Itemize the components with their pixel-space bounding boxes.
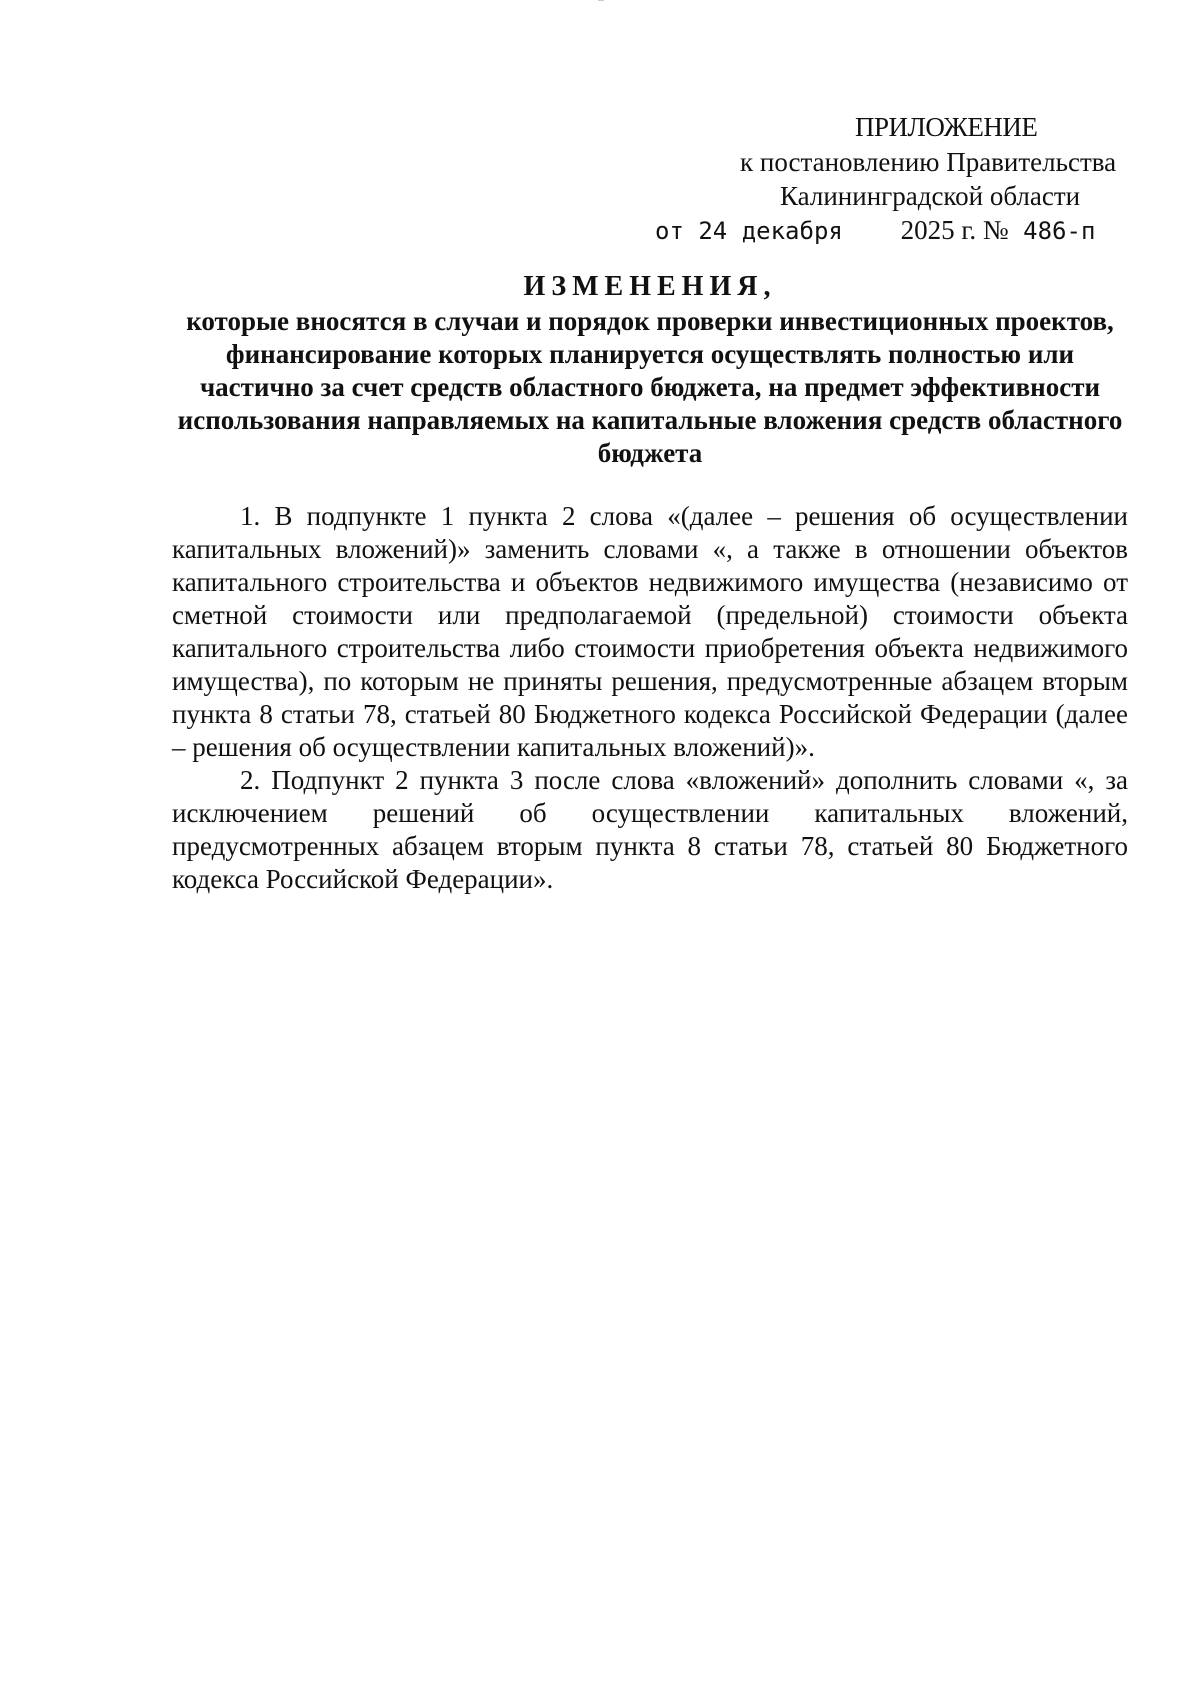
- appendix-date-line: [655, 213, 1095, 248]
- heading-title: ИЗМЕНЕНИЯ,: [523, 271, 777, 302]
- appendix-title: ПРИЛОЖЕНИЕ: [855, 112, 1038, 142]
- scan-mark: [598, 0, 604, 1]
- appendix-number: 486-п: [1023, 217, 1096, 245]
- appendix-reference-line: к постановлению Правительства: [740, 147, 1117, 177]
- document-body: [172, 500, 1128, 896]
- paragraph: 1. В подпункте 1 пункта 2 слова «(далее – решения об осуществлении капитальных вложений)» заменить словами «, а также в отношении объектов капитального строительства и объектов недвижимого имущества (независимо от сметной стоимости или предполагаемой (предельной) стоимости объекта капитального строительства либо стоимости приобретения объекта недвижимого имущества), по которым не приняты решения, предусмотренные абзацем вторым пункта 8 статьи 78, статьей 80 Бюджетного кодекса Российской Федерации (далее – решения об осуществлении капитальных вложений)».: [172, 501, 1128, 762]
- paragraph: 2. Подпункт 2 пункта 3 после слова «вложений» дополнить словами «, за исключением решений об осуществлении капитальных вложений, предусмотренных абзацем вторым пункта 8 статьи 78, статьей 80 Бюджетного кодекса Российской Федерации».: [172, 765, 1128, 894]
- appendix-year: 2025 г. №: [900, 215, 1009, 245]
- appendix-region-line: Калининградской области: [780, 181, 1081, 211]
- document-heading: [170, 270, 1130, 470]
- heading-subtitle: которые вносятся в случаи и порядок проверки инвестиционных проектов, финансирование которых планируется осуществлять полностью или частично за счет средств областного бюджета, на предмет эффективности использования направляемых на капитальные вложения средств областного бюджета: [177, 306, 1123, 468]
- appendix-date: от 24 декабря: [655, 217, 843, 245]
